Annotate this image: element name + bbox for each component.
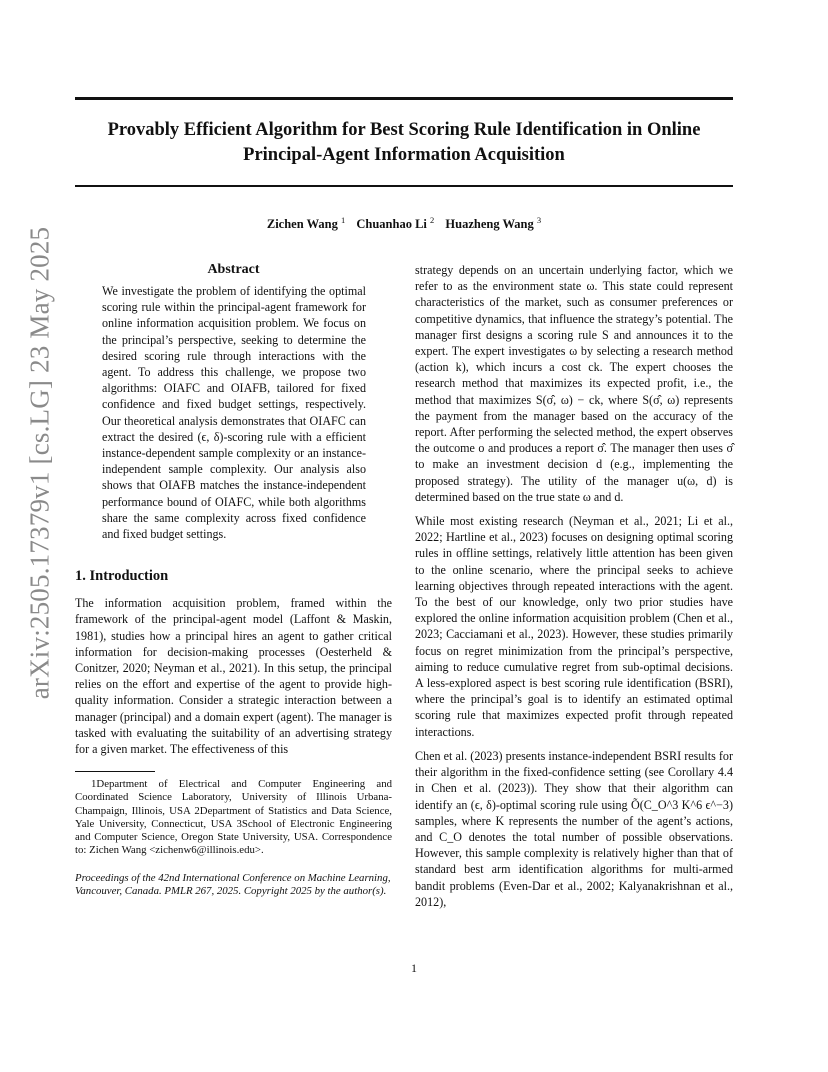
author-name: Zichen Wang (266, 217, 338, 232)
abstract-text: We investigate the problem of identifying the optimal scoring rule within the principal-agent framework for online information acquisition problem. We focus on the principal’s perspective, seeking to determine the desired scoring rule through interactions with the agent. To address this challenge, we propose two algorithms: OIAFC and OIAFB, tailored for fixed confidence and fixed budget settings, respectively. Our theoretical analysis demonstrates that OIAFC can extract the desired (ϵ, δ)-scoring rule with a efficient instance-dependent sample complexity or an instance-independent sample complexity. Our analysis also shows that OIAFB matches the instance-independent performance bound of OIAFC, while both algorithms share the same complexity across fixed confidence and fixed budget settings. (102, 284, 366, 542)
affiliation-footnote: 1Department of Electrical and Computer Engineering and Coordinated Science Laboratory, University of Illinois Urbana-Champaign, Illinois, USA 2Department of Statistics and Data Science, Yale University, Connecticut, USA 3School of Electronic Engineering and Computer Science, Oregon State University, USA. Correspondence to: Zichen Wang <zichenw6@illinois.edu>. (75, 778, 392, 857)
paper-title (75, 118, 733, 168)
introduction-heading: 1. Introduction (75, 568, 169, 585)
body-paragraph: strategy depends on an uncertain underlying factor, which we refer to as the environment state ω. This state could represent characteristics of the market, such as consumer preferences or competitive dynamics, that influence the strategy’s potential. The manager first designs a scoring rule S and announces it to the expert. The expert investigates ω by selecting a research method (action k), which incurs a cost ck. The expert chooses the research method that maximizes its expected profit, i.e., the method that maximizes S(σ̂, ω) − ck, where S(σ̂, ω) represents the payment from the manager based on the accuracy of the report. After performing the selected method, the expert observes the outcome o and produces a report σ̂. The manager then uses σ̂ to make an investment decision d (e.g., implementing the proposed strategy). The utility of the manager u(ω, d) is determined based on the true state ω and d. (415, 263, 733, 504)
author-name: Huazheng Wang (445, 217, 534, 232)
author (445, 217, 541, 231)
body-paragraph: Chen et al. (2023) presents instance-independent BSRI results for their algorithm in the fixed-confidence setting (see Corollary 4.4 in Chen et al. (2023)). They show that their algorithm can identify an (ϵ, δ)-optimal scoring rule using Õ(C_O^3 K^6 ϵ^−3) samples, where K represents the number of the agent’s actions, and C_O denotes the total number of possible observations. However, this sample complexity is relatively higher than that of standard best arm identification algorithms for multi-armed bandit problems (Even-Dar et al., 2002; Kalyanakrishnan et al., 2012), (415, 748, 733, 909)
title-top-rule (75, 97, 733, 100)
author-affiliation-mark: 2 (430, 215, 435, 225)
author-name: Chuanhao Li (356, 217, 427, 232)
author (356, 217, 434, 231)
right-column (415, 262, 733, 918)
body-paragraph: While most existing research (Neyman et al., 2021; Li et al., 2022; Hartline et al., 2023) focuses on designing optimal scoring rules in offline settings, relatively little attention has been given to the online scenario, where the principal seeks to achieve learning objectives through repeated interactions with the agent. To the best of our knowledge, only two prior studies have explored the online information acquisition problem (Chen et al., 2023; Cacciamani et al., 2023). However, these studies primarily focus on regret minimization from the principal’s perspective, aiming to reduce cumulative regret from sub-optimal decisions. A less-explored aspect is best scoring rule identification (BSRI), where the principal’s goal is to identify an estimated optimal scoring rule that maximizes expected profit through repeated interactions. (415, 514, 733, 739)
footnote-rule (75, 771, 155, 772)
arxiv-side-stamp (22, 226, 58, 700)
author-affiliation-mark: 3 (536, 215, 542, 225)
page-number: 1 (411, 961, 417, 975)
abstract-heading: Abstract (207, 262, 260, 277)
left-column (75, 262, 392, 898)
proceedings-text: Proceedings of the 42nd International Conference on Machine Learning, Vancouver, Canada. PMLR 267, 2025. Copyright 2025 by the author(s). (75, 871, 391, 897)
author (267, 217, 345, 231)
proceedings-note (75, 872, 392, 898)
introduction-paragraph: The information acquisition problem, framed within the framework of the principal-agent model (Laffont & Maskin, 1981), studies how a principal hires an agent to gather critical information for decision-making processes (Oesterheld & Conitzer, 2020; Neyman et al., 2021). In this setup, the principal relies on the effort and expertise of the agent to provide high-quality information. Consider a strategic interaction between a manager (principal) and a domain expert (agent). The manager is tasked with evaluating the suitability of an advertising strategy for a given market. The effectiveness of this (75, 596, 392, 757)
title-bottom-rule (75, 185, 733, 187)
arxiv-identifier: arXiv:2505.17379v1 [cs.LG] 23 May 2025 (24, 226, 55, 700)
author-list (75, 215, 733, 232)
title-line-1: Provably Efficient Algorithm for Best Scoring Rule Identification in Online (107, 120, 701, 140)
author-affiliation-mark: 1 (340, 215, 346, 225)
title-line-2: Principal-Agent Information Acquisition (243, 145, 565, 165)
